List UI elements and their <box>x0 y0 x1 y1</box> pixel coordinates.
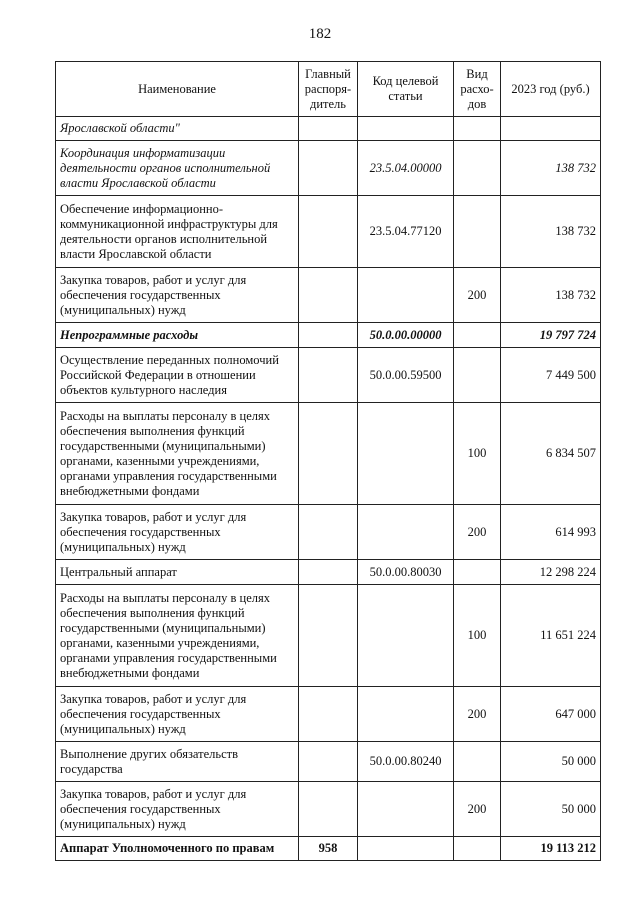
row-grbs <box>299 141 358 196</box>
row-grbs <box>299 403 358 505</box>
table-row <box>56 403 601 505</box>
row-vid <box>454 323 501 348</box>
row-sum: 6 834 507 <box>501 403 601 505</box>
row-code <box>358 687 454 742</box>
row-code <box>358 505 454 560</box>
row-name: Закупка товаров, работ и услуг для обеспечения государственных (муниципальных) нужд <box>56 268 299 323</box>
row-name: Ярославской области" <box>56 117 299 141</box>
row-sum: 11 651 224 <box>501 585 601 687</box>
row-vid <box>454 141 501 196</box>
table-header-row <box>56 62 601 117</box>
table-row <box>56 196 601 268</box>
budget-table <box>55 61 601 861</box>
row-sum: 50 000 <box>501 782 601 837</box>
row-vid: 100 <box>454 585 501 687</box>
row-code: 50.0.00.00000 <box>358 323 454 348</box>
row-code <box>358 268 454 323</box>
header-grbs: Главный распоря-дитель <box>299 62 358 117</box>
header-code: Код целевой статьи <box>358 62 454 117</box>
row-sum: 614 993 <box>501 505 601 560</box>
table-row <box>56 348 601 403</box>
row-sum: 7 449 500 <box>501 348 601 403</box>
row-code: 50.0.00.80240 <box>358 742 454 782</box>
table-row <box>56 560 601 585</box>
row-name: Закупка товаров, работ и услуг для обеспечения государственных (муниципальных) нужд <box>56 505 299 560</box>
row-name: Закупка товаров, работ и услуг для обеспечения государственных (муниципальных) нужд <box>56 687 299 742</box>
table-row <box>56 323 601 348</box>
row-sum: 50 000 <box>501 742 601 782</box>
row-code: 50.0.00.59500 <box>358 348 454 403</box>
table-row <box>56 837 601 861</box>
table-row <box>56 742 601 782</box>
row-name: Координация информатизации деятельности органов исполнительной власти Ярославской области <box>56 141 299 196</box>
row-vid <box>454 742 501 782</box>
row-grbs <box>299 560 358 585</box>
row-name: Расходы на выплаты персоналу в целях обеспечения выполнения функций государственными (муниципальными) органами, казенными учреждениями, органами управления государственными внебюджетными фондами <box>56 585 299 687</box>
row-name: Осуществление переданных полномочий Российской Федерации в отношении объектов культурного наследия <box>56 348 299 403</box>
row-grbs <box>299 117 358 141</box>
row-vid <box>454 196 501 268</box>
row-vid <box>454 348 501 403</box>
row-name: Выполнение других обязательств государства <box>56 742 299 782</box>
row-grbs <box>299 196 358 268</box>
row-grbs <box>299 348 358 403</box>
row-code <box>358 403 454 505</box>
row-vid: 200 <box>454 505 501 560</box>
row-vid: 200 <box>454 268 501 323</box>
row-sum: 138 732 <box>501 141 601 196</box>
page-number: 182 <box>308 26 332 42</box>
row-grbs <box>299 782 358 837</box>
row-code <box>358 117 454 141</box>
row-name: Закупка товаров, работ и услуг для обеспечения государственных (муниципальных) нужд <box>56 782 299 837</box>
row-grbs <box>299 323 358 348</box>
row-name: Аппарат Уполномоченного по правам <box>56 837 299 861</box>
row-grbs <box>299 687 358 742</box>
row-vid: 100 <box>454 403 501 505</box>
row-vid <box>454 117 501 141</box>
row-name: Обеспечение информационно-коммуникационной инфраструктуры для деятельности органов исполнительной власти Ярославской области <box>56 196 299 268</box>
row-sum: 138 732 <box>501 196 601 268</box>
row-grbs <box>299 505 358 560</box>
row-grbs <box>299 742 358 782</box>
header-vid: Вид расхо-дов <box>454 62 501 117</box>
row-grbs <box>299 585 358 687</box>
row-sum: 138 732 <box>501 268 601 323</box>
table-row <box>56 505 601 560</box>
row-sum: 19 797 724 <box>501 323 601 348</box>
table-row <box>56 117 601 141</box>
row-code <box>358 782 454 837</box>
row-sum: 647 000 <box>501 687 601 742</box>
row-name: Расходы на выплаты персоналу в целях обеспечения выполнения функций государственными (муниципальными) органами, казенными учреждениями, органами управления государственными внебюджетными фондами <box>56 403 299 505</box>
row-vid <box>454 837 501 861</box>
row-name: Центральный аппарат <box>56 560 299 585</box>
row-grbs <box>299 268 358 323</box>
table-row <box>56 585 601 687</box>
row-code <box>358 585 454 687</box>
row-code: 23.5.04.77120 <box>358 196 454 268</box>
table-row <box>56 141 601 196</box>
header-sum: 2023 год (руб.) <box>501 62 601 117</box>
row-vid: 200 <box>454 687 501 742</box>
table-row <box>56 268 601 323</box>
row-sum: 12 298 224 <box>501 560 601 585</box>
row-sum <box>501 117 601 141</box>
header-name: Наименование <box>56 62 299 117</box>
row-grbs: 958 <box>299 837 358 861</box>
row-vid <box>454 560 501 585</box>
row-code: 23.5.04.00000 <box>358 141 454 196</box>
row-vid: 200 <box>454 782 501 837</box>
row-code: 50.0.00.80030 <box>358 560 454 585</box>
table-row <box>56 782 601 837</box>
table-row <box>56 687 601 742</box>
row-sum: 19 113 212 <box>501 837 601 861</box>
row-code <box>358 837 454 861</box>
row-name: Непрограммные расходы <box>56 323 299 348</box>
